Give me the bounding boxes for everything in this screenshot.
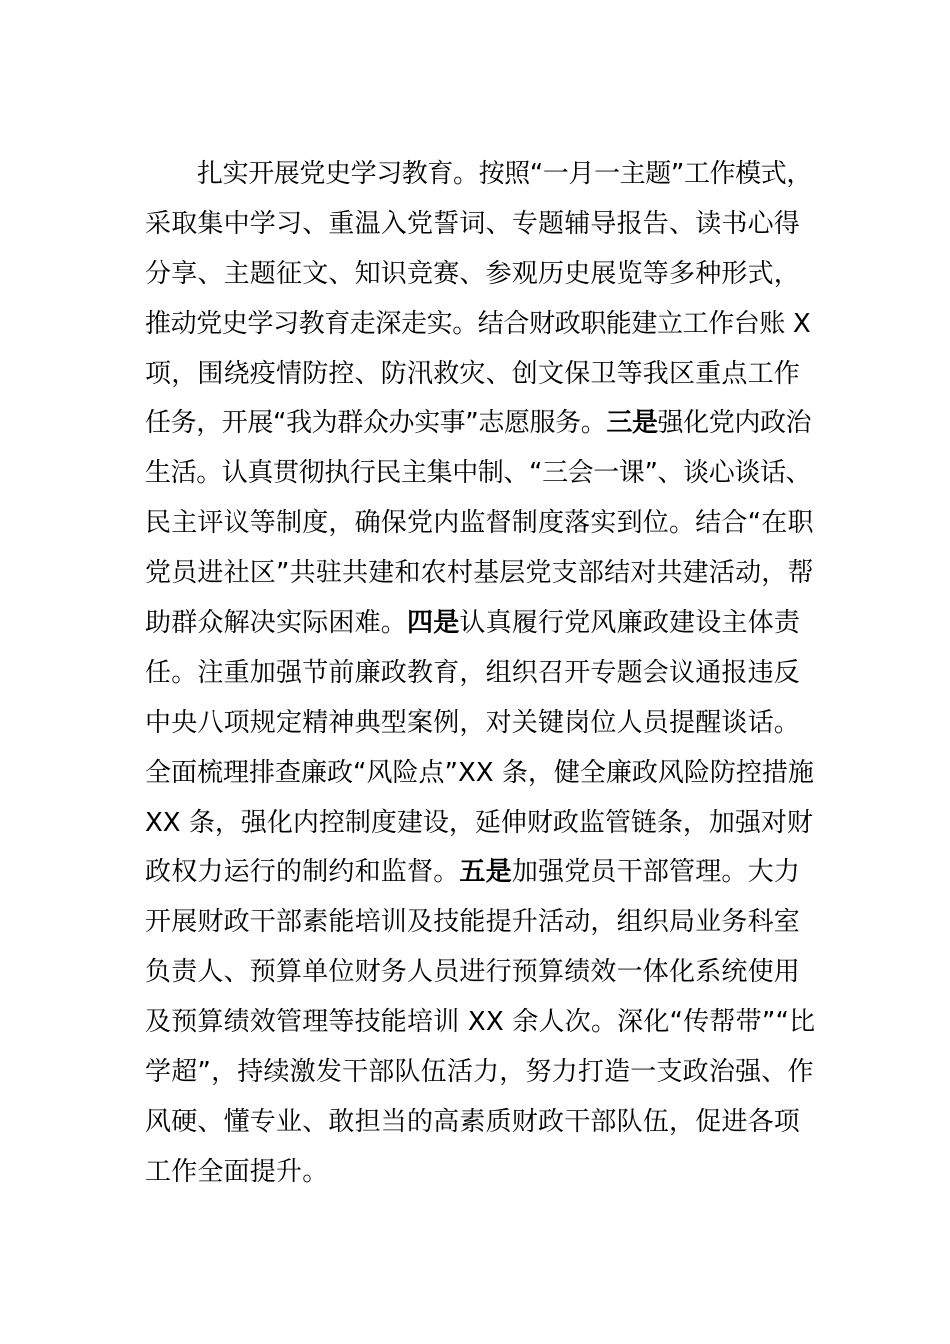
- text-line: [145, 399, 815, 449]
- emphasis-marker: 五是: [459, 857, 512, 888]
- emphasis-marker: 四是: [407, 608, 460, 639]
- text-line: 学超”，持续激发干部队伍活力，努力打造一支政治强、作: [145, 1057, 814, 1088]
- text-line: XX 条，强化内控制度建设，延伸财政监管链条，加强对财: [145, 807, 813, 838]
- text-run: 助群众解决实际困难。: [145, 608, 408, 639]
- text-run: 政权力运行的制约和监督。: [145, 857, 460, 888]
- text-line: 负责人、预算单位财务人员进行预算绩效一体化系统使用: [145, 957, 801, 988]
- text-line: 及预算绩效管理等技能培训 XX 余人次。深化“传帮带”“比: [145, 1007, 816, 1038]
- text-line: 生活。认真贯彻执行民主集中制、“三会一课”、谈心谈话、: [145, 458, 812, 489]
- text-run: 任务，开展“我为群众办实事”志愿服务。: [145, 408, 607, 439]
- text-line: 党员进社区”共驻共建和农村基层党支部结对共建活动，帮: [145, 558, 814, 589]
- text-line: 中央八项规定精神典型案例，对关键岗位人员提醒谈话。: [145, 707, 801, 738]
- text-line: 分享、主题征文、知识竞赛、参观历史展览等多种形式，: [145, 258, 801, 289]
- text-line: 风硬、懂专业、敢担当的高素质财政干部队伍，促进各项: [145, 1106, 801, 1137]
- body-paragraph: [145, 150, 815, 1198]
- text-line: 任。注重加强节前廉政教育，组织召开专题会议通报违反: [145, 657, 801, 688]
- text-line: 采取集中学习、重温入党誓词、专题辅导报告、读书心得: [145, 208, 801, 239]
- emphasis-marker: 三是: [606, 408, 658, 439]
- text-line: 扎实开展党史学习教育。按照“一月一主题”工作模式，: [197, 159, 812, 189]
- text-line: [145, 848, 815, 898]
- text-run: 强化党内政治: [657, 408, 812, 439]
- text-run: 加强党员干部管理。大力: [511, 857, 801, 888]
- text-line: 全面梳理排查廉政“风险点”XX 条，健全廉政风险防控措施: [145, 757, 814, 788]
- text-line: [145, 599, 815, 649]
- text-line: 项，围绕疫情防控、防汛救灾、创文保卫等我区重点工作: [145, 358, 801, 389]
- text-line: 开展财政干部素能培训及技能提升活动，组织局业务科室: [145, 907, 801, 938]
- text-run: 认真履行党风廉政建设主体责: [459, 608, 801, 639]
- text-line: 工作全面提升。: [145, 1156, 329, 1187]
- text-line: 推动党史学习教育走深走实。结合财政职能建立工作台账 X: [145, 308, 811, 339]
- text-line: 民主评议等制度，确保党内监督制度落实到位。结合“在职: [145, 508, 814, 539]
